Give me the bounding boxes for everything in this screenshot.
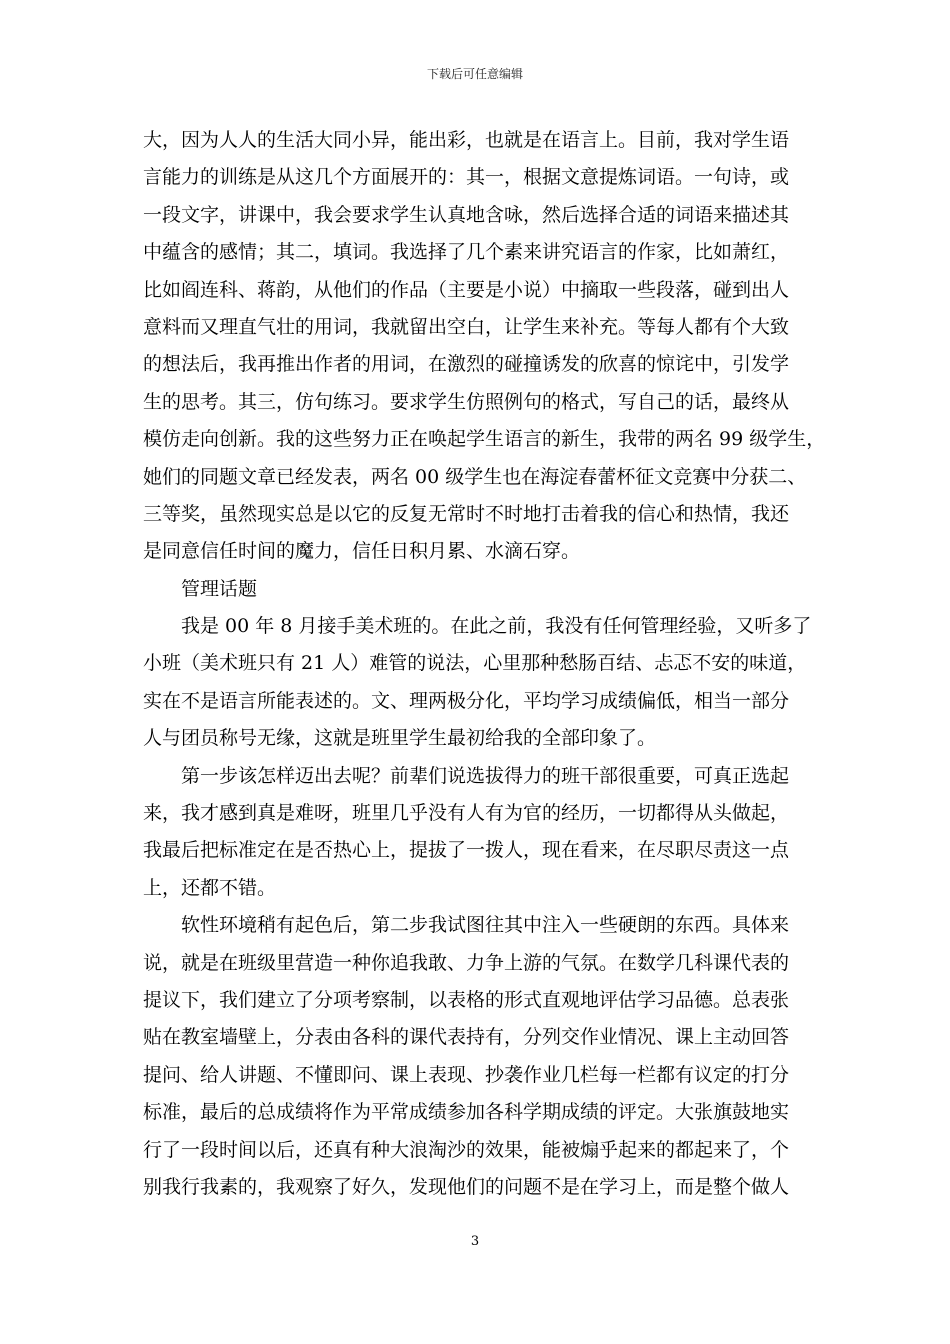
text-line: 我是 00 年 8 月接手美术班的。在此之前，我没有任何管理经验，又听多了 [181, 615, 812, 638]
text-line: 是同意信任时间的魔力，信任日积月累、水滴石穿。 [143, 540, 581, 563]
document-body [143, 122, 826, 1206]
text-line: 模仿走向创新。我的这些努力正在唤起学生语言的新生，我带的两名 99 级学生， [143, 428, 826, 451]
page-number: 3 [470, 1234, 480, 1249]
text-line: 别我行我素的，我观察了好久，发现他们的问题不是在学习上，而是整个做人 [143, 1175, 790, 1198]
text-line: 行了一段时间以后，还真有种大浪淘沙的效果，能被煽乎起来的都起来了，个 [143, 1138, 790, 1161]
text-line: 比如阎连科、蒋韵，从他们的作品（主要是小说）中摘取一些段落，碰到出人 [143, 278, 790, 301]
text-line: 实在不是语言所能表述的。文、理两极分化，平均学习成绩偏低，相当一部分 [143, 689, 790, 712]
text-line: 第一步该怎样迈出去呢？前辈们说选拔得力的班干部很重要，可真正选起 [181, 764, 790, 787]
text-line: 的想法后，我再推出作者的用词，在激烈的碰撞诱发的欣喜的惊诧中，引发学 [143, 353, 790, 376]
text-line: 三等奖，虽然现实总是以它的反复无常时不时地打击着我的信心和热情，我还 [143, 502, 790, 525]
text-line: 提问、给人讲题、不懂即问、课上表现、抄袭作业几栏每一栏都有议定的打分 [143, 1063, 790, 1086]
text-line: 她们的同题文章已经发表，两名 00 级学生也在海淀春蕾杯征文竞赛中分获二、 [143, 465, 807, 488]
text-line: 提议下，我们建立了分项考察制，以表格的形式直观地评估学习品德。总表张 [143, 988, 790, 1011]
text-line: 生的思考。其三，仿句练习。要求学生仿照例句的格式，写自己的话，最终从 [143, 390, 790, 413]
text-line: 说，就是在班级里营造一种你追我敢、力争上游的气氛。在数学几科课代表的 [143, 951, 790, 974]
text-line: 人与团员称号无缘，这就是班里学生最初给我的全部印象了。 [143, 727, 657, 750]
text-line: 一段文字，讲课中，我会要求学生认真地含咏，然后选择合适的词语来描述其 [143, 203, 790, 226]
text-line: 言能力的训练是从这几个方面展开的：其一，根据文意提炼词语。一句诗，或 [143, 166, 790, 189]
text-line: 标准，最后的总成绩将作为平常成绩参加各科学期成绩的评定。大张旗鼓地实 [143, 1101, 790, 1124]
text-line: 来，我才感到真是难呀，班里几乎没有人有为官的经历，一切都得从头做起， [143, 802, 790, 825]
section-heading: 管理话题 [181, 577, 258, 600]
text-line: 软性环境稍有起色后，第二步我试图往其中注入一些硬朗的东西。具体来 [181, 914, 790, 937]
text-line: 小班（美术班只有 21 人）难管的说法，心里那种愁肠百结、忐忑不安的味道， [143, 652, 807, 675]
text-line: 大，因为人人的生活大同小异，能出彩，也就是在语言上。目前，我对学生语 [143, 129, 790, 151]
text-line: 我最后把标准定在是否热心上，提拔了一拨人，现在看来，在尽职尽责这一点 [143, 839, 790, 862]
text-line: 中蕴含的感情；其二，填词。我选择了几个素来讲究语言的作家，比如萧红， [143, 241, 790, 264]
text-line: 上，还都不错。 [143, 876, 277, 899]
text-line: 意料而又理直气壮的用词，我就留出空白，让学生来补充。等每人都有个大致 [143, 315, 790, 338]
text-line: 贴在教室墙壁上，分表由各科的课代表持有，分列交作业情况、课上主动回答 [143, 1026, 790, 1049]
page-header: 下载后可任意编辑 [426, 67, 523, 81]
